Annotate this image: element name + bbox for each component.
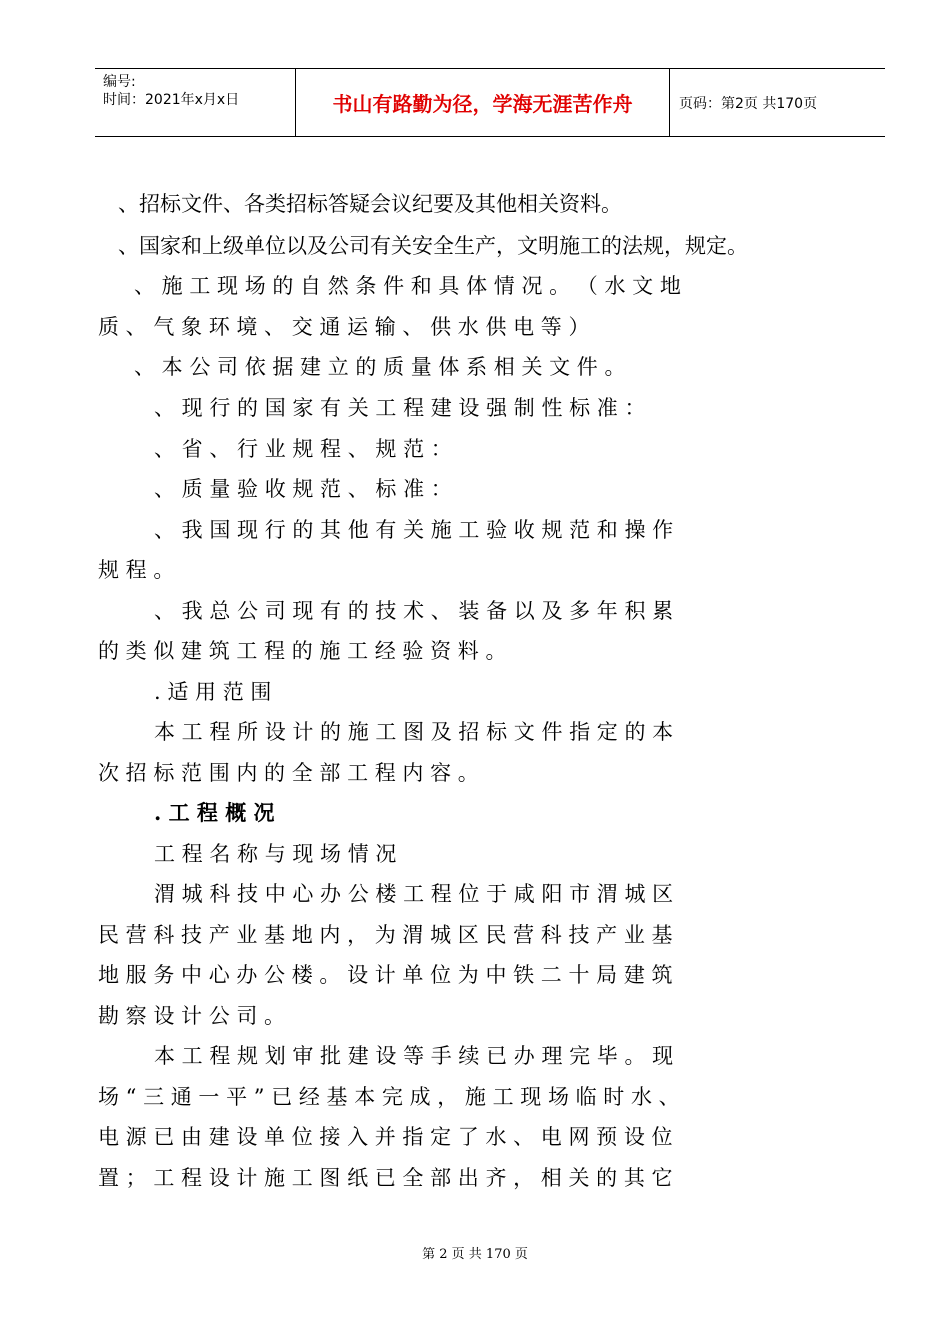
page-header — [95, 68, 885, 137]
section-heading: . 适 用 范 围 — [154, 680, 272, 704]
text-line: 次 招 标 范 围 内 的 全 部 工 程 内 容 。 — [98, 761, 479, 785]
header-meta — [103, 73, 239, 109]
text-line: 本 工 程 规 划 审 批 建 设 等 手 续 已 办 理 完 毕 。 现 — [154, 1044, 674, 1068]
page-footer: 第 2 页 共 170 页 — [422, 1247, 528, 1262]
text-line: 勘 察 设 计 公 司 。 — [98, 1004, 286, 1028]
text-line: 渭 城 科 技 中 心 办 公 楼 工 程 位 于 咸 阳 市 渭 城 区 — [154, 882, 674, 906]
text-line: 质 、 气 象 环 境 、 交 通 运 输 、 供 水 供 电 等 ） — [98, 315, 590, 339]
text-line: 电 源 已 由 建 设 单 位 接 入 并 指 定 了 水 、 电 网 预 设 位 — [98, 1125, 673, 1149]
header-divider — [669, 69, 670, 136]
header-motto: 书山有路勤为径，学海无涯苦作舟 — [332, 92, 633, 116]
section-heading: . 工 程 概 况 — [154, 800, 275, 825]
text-line: 的 类 似 建 筑 工 程 的 施 工 经 验 资 料 。 — [98, 639, 507, 663]
text-line: 、 我 总 公 司 现 有 的 技 术 、 装 备 以 及 多 年 积 累 — [154, 599, 674, 623]
text-line: 、国家和上级单位以及公司有关安全生产，文明施工的法规，规定。 — [118, 234, 748, 258]
text-line: 规 程 。 — [98, 558, 175, 582]
text-line: 、 我 国 现 行 的 其 他 有 关 施 工 验 收 规 范 和 操 作 — [154, 518, 674, 542]
document-number-label: 编号: — [103, 74, 136, 90]
subsection-heading: 工 程 名 称 与 现 场 情 况 — [154, 842, 397, 866]
text-line: 、 本 公 司 依 据 建 立 的 质 量 体 系 相 关 文 件 。 — [134, 355, 626, 379]
text-line: 场 “ 三 通 一 平 ” 已 经 基 本 完 成 ， 施 工 现 场 临 时 水 、 — [98, 1085, 680, 1109]
text-line: 、 质 量 验 收 规 范 、 标 准 ： — [154, 477, 452, 501]
text-line: 、 施 工 现 场 的 自 然 条 件 和 具 体 情 况 。 （ 水 文 地 — [134, 274, 681, 298]
text-line: 、 现 行 的 国 家 有 关 工 程 建 设 强 制 性 标 准 ： — [154, 396, 646, 420]
text-line: 民 营 科 技 产 业 基 地 内 ， 为 渭 城 区 民 营 科 技 产 业 基 — [98, 923, 673, 947]
text-line: 置 ； 工 程 设 计 施 工 图 纸 已 全 部 出 齐 ， 相 关 的 其 它 — [98, 1166, 673, 1190]
text-line: 、 省 、 行 业 规 程 、 规 范 ： — [154, 437, 452, 461]
document-time-label: 时间：2021年x月x日 — [103, 92, 240, 108]
header-page-label: 页码：第2页 共170页 — [679, 95, 818, 112]
text-line: 、招标文件、各类招标答疑会议纪要及其他相关资料。 — [118, 192, 622, 216]
text-line: 本 工 程 所 设 计 的 施 工 图 及 招 标 文 件 指 定 的 本 — [154, 720, 674, 744]
text-line: 地 服 务 中 心 办 公 楼 。 设 计 单 位 为 中 铁 二 十 局 建 筑 — [98, 963, 673, 987]
